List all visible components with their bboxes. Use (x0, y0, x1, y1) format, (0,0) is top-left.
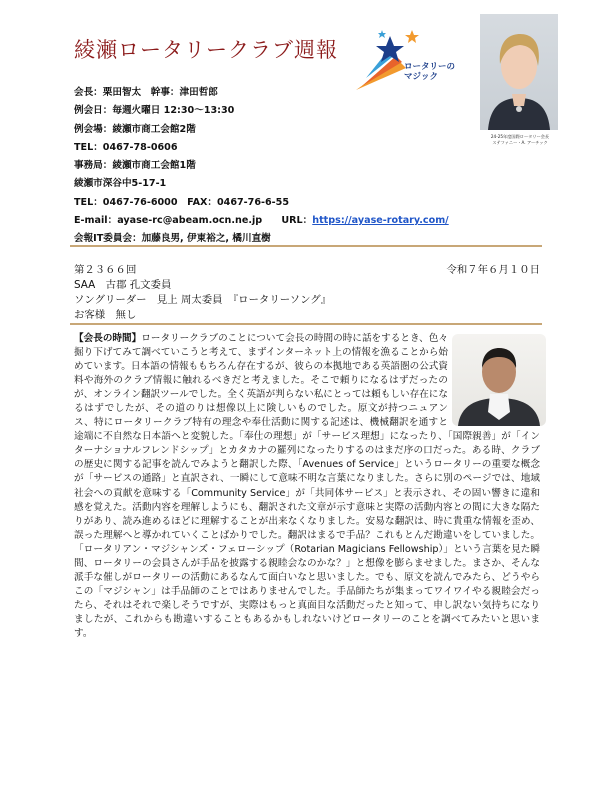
newsletter-title: 綾瀬ロータリークラブ週報 (74, 38, 338, 62)
meeting-number: 第２３６６回 (74, 264, 137, 276)
logo-caption-line2: マジック (404, 72, 439, 82)
article-heading: 【会長の時間】 (74, 333, 142, 344)
office: 事務局：綾瀬市商工会館1階 (74, 160, 196, 171)
ri-president-photo (480, 14, 558, 130)
caption-line2: ステファニー・A. アーチック (492, 139, 548, 145)
meeting-date: 令和７年６月１０日 (446, 264, 540, 276)
contact-line (74, 212, 449, 226)
tel-main: TEL：0467-78-0606 (74, 142, 178, 153)
ri-president-caption (474, 134, 566, 145)
tel-fax: TEL：0467-76-6000 FAX：0467-76-6-55 (74, 197, 290, 208)
logo-caption-line1: ロータリーの (404, 62, 456, 72)
caption-line1: 24-25年度国際ロータリー会長 (490, 134, 550, 139)
email-label: E-mail： (74, 215, 118, 226)
song-leader-line: ソングリーダー 見上 周太委員 『ロータリーソング』 (74, 294, 332, 306)
divider-top (70, 245, 542, 247)
website-link[interactable]: https://ayase-rotary.com/ (312, 215, 449, 226)
meeting-day: 例会日：毎週火曜日 12:30～13:30 (74, 105, 235, 116)
presidents-time-article (74, 332, 540, 641)
saa-line: SAA 古郡 孔文委員 (74, 279, 172, 291)
address: 綾瀬市深谷中5-17-1 (74, 178, 167, 189)
it-committee: 会報IT委員会：加藤良男, 伊東裕之, 橘川直樹 (74, 233, 271, 244)
divider-bottom (70, 323, 542, 325)
portrait-illustration (452, 334, 546, 426)
url-label: URL： (281, 215, 313, 226)
meeting-place: 例会場：綾瀬市商工会館2階 (74, 124, 196, 135)
article-body: ロータリークラブのことについて会長の時間の時に話をするとき、色々掘り下げてみて調べていこうと考えて、まずインターネット上の情報を漁ることから始めています。日本語の情報ももちろん存在するが、彼らの本拠地である英語圏の公式資料や海外のクラブ情報に触れるべきだと考えました。そこで頼りになるはずだったのが、オンライン翻訳ツールでした。全く英語が判らない私にとっては頼もしい存在になるはずでしたが、その道のりは想像以上に険しいものでした。原文が持つニュアンス、特にロータリークラブ特有の理念や奉仕活動に関する記述は、機械翻訳を通すと途端に不自然な日本語へと変貌した。「奉仕の理想」が「サービス理想」になったり、「国際親善」が「インターナショナルフレンドシップ」とカタカナの羅列になったりするのはまだ序の口だった。ある時、クラブの歴史に関する記事を読んでみようと翻訳した際、「Avenues of Service」というロータリーの重要な概念が「サービスの通路」と直訳され、一瞬にして意味不明な言葉になりました。さらに別のページでは、地域社会への貢献を意味する「Community Service」が「共同体サービス」と表示され、その固い響きに違和感を覚えた。活動内容を理解しようにも、翻訳された文章が示す意味と実際の活動内容との間に大きな隔たりがあり、読み進めるほどに理解することが出来なくなりました。安易な翻訳は、時に貴重な情報を歪め、誤った理解へと導かれていくことばかりでした。翻訳はまるで手品？これもとんだ勘違いをしていました。「ロータリアン・マジシャンズ・フェローシップ（Rotarian Magicians Fellowship）」という言葉を見た瞬間、ロータリーの会員さんが手品を披露する親睦会なのかな？」と想像を膨らませました。まさか、そんな派手な催しがロータリーの活動にあるなんて面白いなと思いました。でも、原文を読んでみたら、どうやらこの「マジシャン」は手品師のことではありませんでした。手品師たちが集まってワイワイやる親睦会だったら、それはそれで楽しそうですが、実際はもっと真面目な活動だったと知って、申し訳ない気持ちになりましたが、これからも勘違いすることもあるかもしれないけどロータリーのことを調べてみたいと思います。 (74, 333, 540, 639)
portrait-illustration (480, 14, 558, 130)
guests-line: お客様 無し (74, 309, 137, 321)
president-secretary: 会長：栗田智太 幹事：津田哲郎 (74, 87, 218, 98)
club-president-photo (452, 334, 546, 426)
logo-caption (404, 62, 455, 82)
email-link[interactable]: ayase-rc@abeam.ocn.ne.jp (117, 215, 263, 226)
rotary-magic-logo (352, 30, 472, 92)
